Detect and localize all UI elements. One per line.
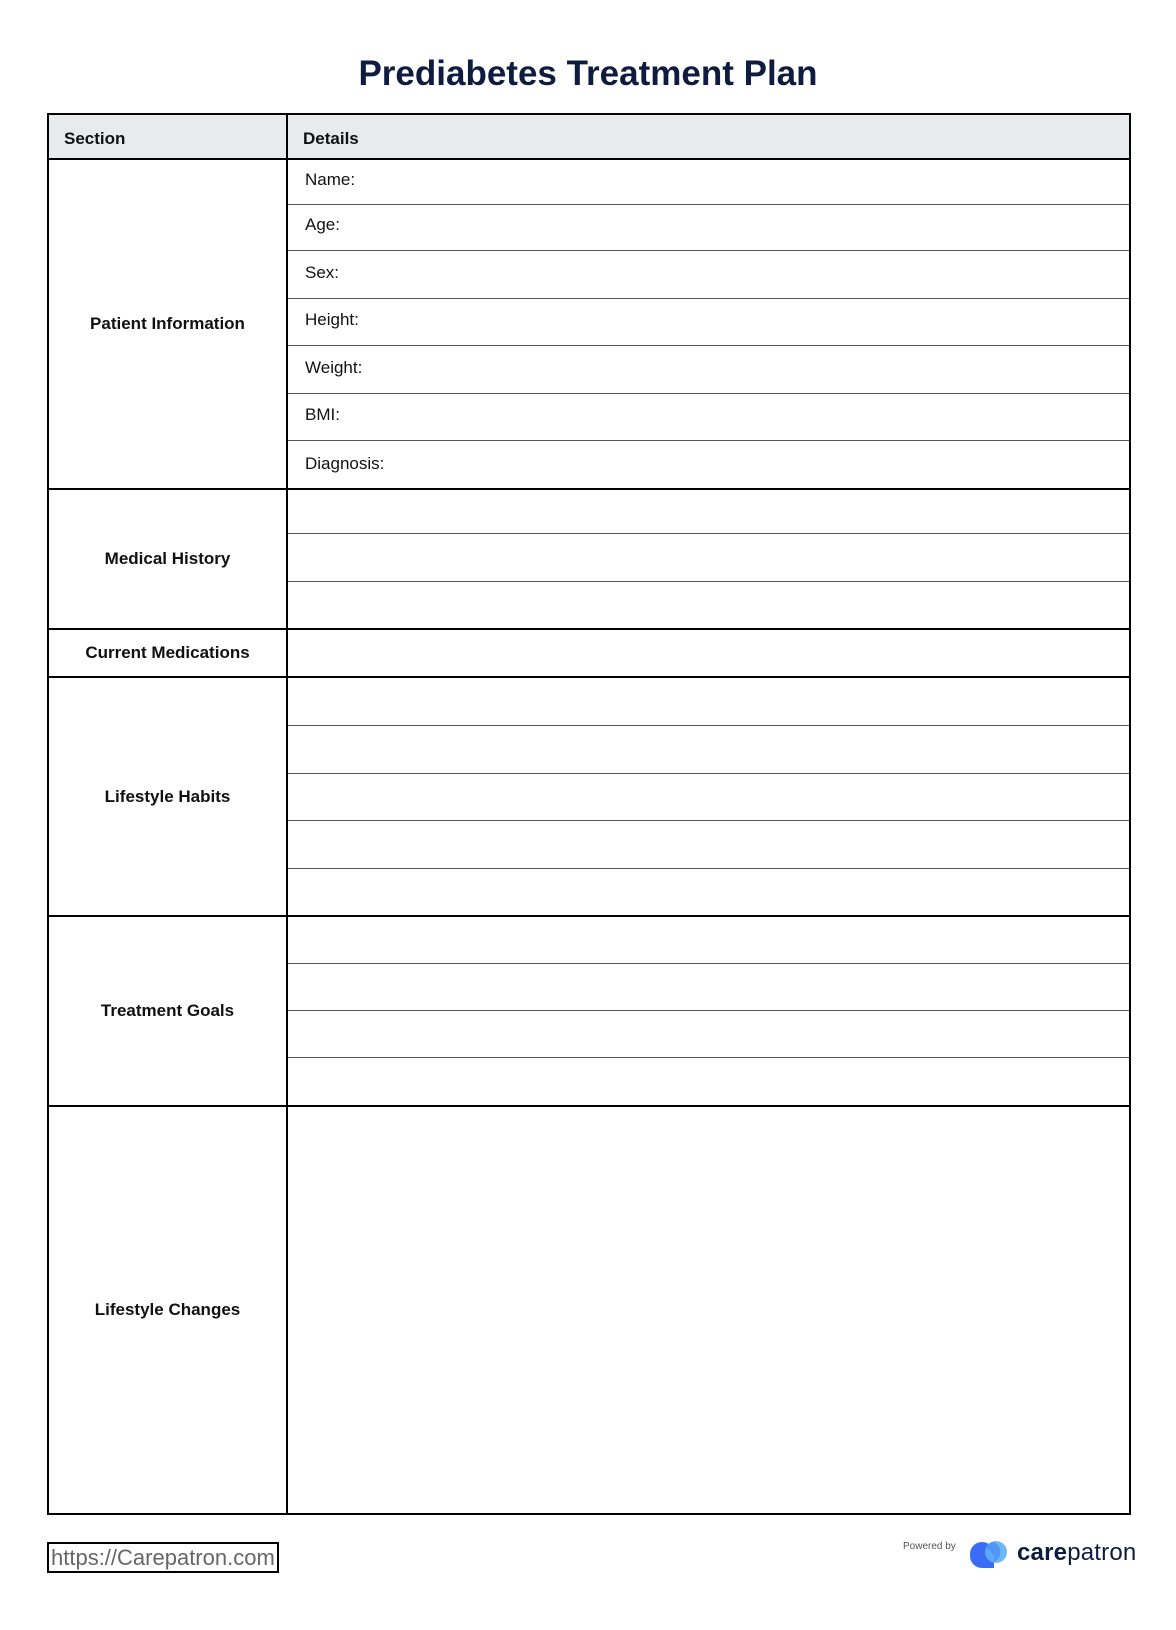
field-name[interactable]: Name: [305, 170, 356, 189]
section-label: Patient Information [90, 314, 245, 333]
field-sex[interactable]: Sex: [305, 263, 340, 282]
row-divider [288, 250, 1129, 251]
table-header-row [49, 115, 1129, 160]
section-label: Current Medications [85, 643, 250, 662]
carepatron-logo-icon [966, 1538, 1014, 1570]
section-label: Lifestyle Habits [104, 786, 231, 806]
brand-patron: patron [1067, 1539, 1137, 1566]
page-title: Prediabetes Treatment Plan [358, 54, 818, 93]
row-divider [288, 1010, 1129, 1011]
row-divider [288, 963, 1129, 964]
row-divider [288, 204, 1129, 205]
section-label: Medical History [104, 549, 231, 568]
row-divider [288, 298, 1129, 299]
section-medical-history [49, 488, 1129, 628]
field-diagnosis[interactable]: Diagnosis: [305, 454, 385, 473]
row-divider [288, 581, 1129, 582]
row-divider [288, 725, 1129, 726]
section-lifestyle-habits [49, 676, 1129, 915]
row-divider [288, 820, 1129, 821]
field-bmi[interactable]: BMI: [305, 405, 340, 424]
row-divider [288, 773, 1129, 774]
row-divider [288, 345, 1129, 346]
row-divider [288, 868, 1129, 869]
carepatron-link[interactable]: https://Carepatron.com [47, 1542, 279, 1573]
section-lifestyle-changes [49, 1105, 1129, 1513]
row-divider [288, 440, 1129, 441]
header-details: Details [303, 129, 359, 148]
powered-by-label: Powered by [903, 1541, 956, 1552]
field-weight[interactable]: Weight: [305, 358, 363, 377]
header-section: Section [64, 129, 126, 148]
treatment-plan-table [47, 113, 1131, 1515]
section-label: Lifestyle Changes [94, 1300, 241, 1319]
row-divider [288, 533, 1129, 534]
field-height[interactable]: Height: [305, 310, 359, 329]
row-divider [288, 1057, 1129, 1058]
brand-care: care [1017, 1539, 1068, 1566]
section-label: Treatment Goals [100, 1001, 235, 1020]
field-age[interactable]: Age: [305, 215, 340, 234]
carepatron-brand [1017, 1537, 1136, 1569]
row-divider [288, 393, 1129, 394]
section-current-medications [49, 628, 1129, 676]
